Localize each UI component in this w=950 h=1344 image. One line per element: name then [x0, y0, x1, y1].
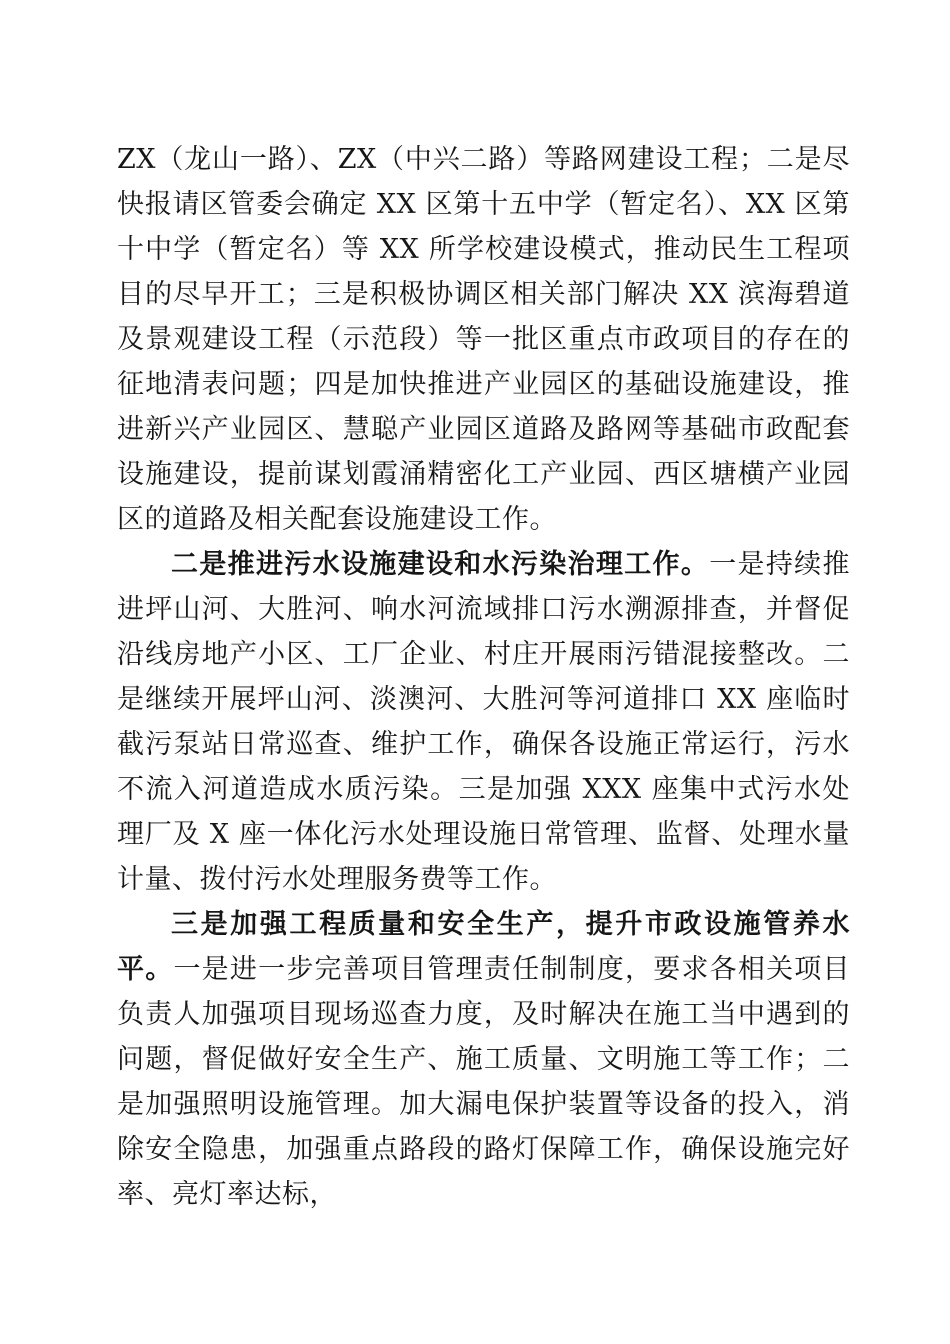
- bold-lead-run: 三是加强工程质量和安全生产，提升市政设施管养水平。: [117, 909, 850, 985]
- bold-lead-run: 二是推进污水设施建设和水污染治理工作。: [171, 549, 710, 580]
- paragraph: [117, 137, 850, 542]
- document-body: [117, 137, 850, 1217]
- text-run: ZX（龙山一路）、ZX（中兴二路）等路网建设工程；二是尽快报请区管委会确定 XX 区第十五中学（暂定名）、XX 区第十中学（暂定名）等 XX 所学校建设模式，推动民生工程项目的尽早开工；三是积极协调区相关部门解决 XX 滨海碧道及景观建设工程（示范段）等一批区重点市政项目的存在的征地清表问题；四是加快推进产业园区的基础设施建设，推进新兴产业园区、慧聪产业园区道路及路网等基础市政配套设施建设，提前谋划霞涌精密化工产业园、西区塘横产业园区的道路及相关配套设施建设工作。: [117, 144, 850, 535]
- paragraph: [117, 902, 850, 1217]
- text-run: 一是进一步完善项目管理责任制制度，要求各相关项目负责人加强项目现场巡查力度，及时解决在施工当中遇到的问题，督促做好安全生产、施工质量、文明施工等工作；二是加强照明设施管理。加大漏电保护装置等设备的投入，消除安全隐患，加强重点路段的路灯保障工作，确保设施完好率、亮灯率达标，: [117, 954, 851, 1210]
- text-run: 一是持续推进坪山河、大胜河、响水河流域排口污水溯源排查，并督促沿线房地产小区、工厂企业、村庄开展雨污错混接整改。二是继续开展坪山河、淡澳河、大胜河等河道排口 XX 座临时截污泵站日常巡查、维护工作，确保各设施正常运行，污水不流入河道造成水质污染。三是加强 XXX 座集中式污水处理厂及 X 座一体化污水处理设施日常管理、监督、处理水量计量、拨付污水处理服务费等工作。: [117, 549, 851, 895]
- paragraph: [117, 542, 850, 902]
